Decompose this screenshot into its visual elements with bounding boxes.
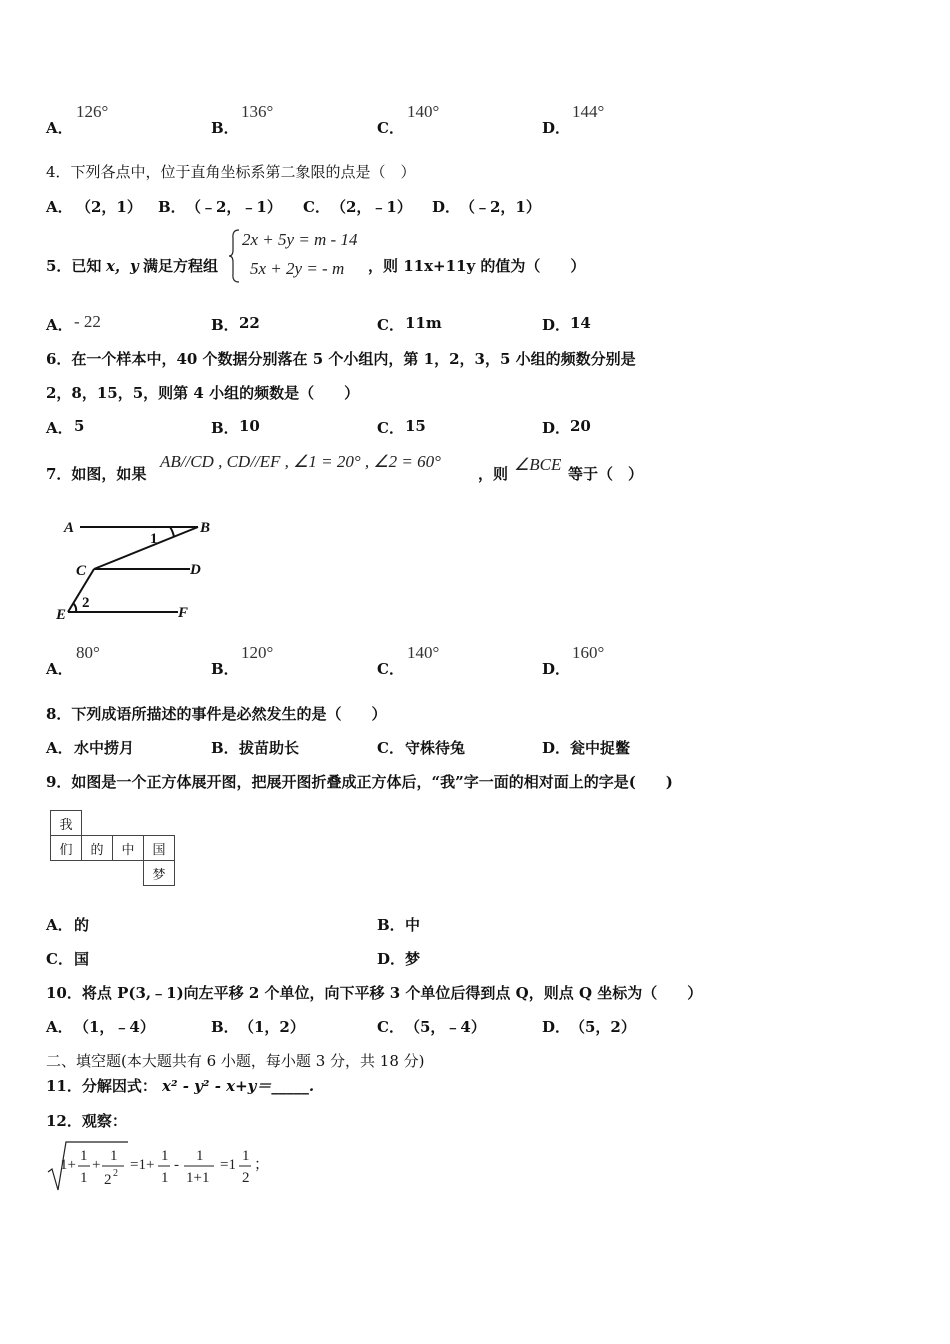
q9-stem: 9．如图是一个正方体展开图，把展开图折叠成正方体后，“我”字一面的相对面上的字是( ) [46, 773, 673, 791]
q8-option-c-label: C． [377, 739, 404, 757]
q9-option-c-label: C． [46, 950, 73, 968]
q9-option-b-value: 中 [405, 916, 421, 934]
q7-option-b-value: 120° [241, 643, 274, 662]
q10-option-d-label: D． [542, 1018, 571, 1036]
q8-option-b-label: B． [211, 739, 239, 757]
net-cell-1: 们 [51, 836, 82, 861]
q7-option-c-label: C． [377, 660, 404, 678]
q5-prefix: 5．已知 [46, 257, 102, 275]
q11-prefix: 11．分解因式： [46, 1077, 157, 1095]
q9-option-c-value: 国 [74, 950, 90, 968]
net-cell-2: 的 [82, 836, 113, 861]
svg-text:1: 1 [80, 1148, 88, 1164]
svg-text:1: 1 [196, 1148, 204, 1164]
point-d-label: D [190, 562, 201, 578]
q3-option-d-value: 144° [572, 102, 605, 121]
q3-option-d-label: D． [542, 119, 571, 137]
svg-text:1+1: 1+1 [186, 1170, 210, 1186]
q5-vars: x，y [106, 257, 139, 275]
q11-expr: x² - y² - x+y＝_____. [162, 1077, 315, 1095]
q5-option-c-value: 11m [405, 314, 442, 332]
q5-option-b-value: 22 [239, 314, 260, 332]
q4-option-b-label: B． [158, 198, 186, 216]
angle-1-label: 1 [150, 531, 158, 547]
q5-brace [228, 228, 242, 284]
q10-option-b-value: （1，2） [239, 1018, 305, 1036]
q5-eq1: 2x + 5y = m - 14 [242, 230, 358, 249]
q7-mid: ，则 [478, 465, 509, 483]
q3-option-c-value: 140° [407, 102, 440, 121]
q8-option-a-value: 水中捞月 [74, 739, 135, 757]
svg-text:1: 1 [161, 1170, 169, 1186]
q10-option-a-label: A． [46, 1018, 73, 1036]
q3-option-b-label: B． [211, 119, 239, 137]
q5-option-a-value: - 22 [74, 312, 101, 331]
net-cell-3: 中 [113, 836, 144, 861]
q6-option-b-label: B． [211, 419, 239, 437]
q4-option-a-value: （2，1） [76, 198, 142, 216]
q9-cube-net [50, 810, 175, 886]
q10-option-d-value: （5，2） [570, 1018, 636, 1036]
q8-stem: 8．下列成语所描述的事件是必然发生的是（ ） [46, 705, 387, 723]
q7-option-d-value: 160° [572, 643, 605, 662]
q12-formula [46, 1138, 286, 1194]
q12-formula-render [46, 1138, 286, 1194]
svg-text:=1: =1 [220, 1157, 236, 1173]
svg-text:2: 2 [104, 1172, 112, 1188]
q7-option-a-label: A． [46, 660, 73, 678]
q8-option-d-label: D． [542, 739, 571, 757]
q9-option-a-label: A． [46, 916, 73, 934]
q4-option-c-label: C． [303, 198, 330, 216]
angle-2-label: 2 [82, 595, 90, 611]
q9-option-d-value: 梦 [405, 950, 421, 968]
q9-option-b-label: B． [377, 916, 405, 934]
q8-option-a-label: A． [46, 739, 73, 757]
svg-text:2: 2 [242, 1170, 250, 1186]
svg-text:1: 1 [161, 1148, 169, 1164]
point-b-label: B [200, 520, 211, 536]
svg-text:=1+: =1+ [130, 1157, 155, 1173]
q6-option-d-label: D． [542, 419, 571, 437]
svg-text:；: ； [254, 1157, 270, 1173]
q7-option-d-label: D． [542, 660, 571, 678]
q3-option-b-value: 136° [241, 102, 274, 121]
svg-text:+: + [92, 1157, 101, 1173]
q8-option-b-value: 拔苗助长 [239, 739, 300, 757]
point-f-label: F [178, 605, 189, 621]
svg-text:1: 1 [110, 1148, 118, 1164]
q9-option-d-label: D． [377, 950, 406, 968]
angle-2-arc [73, 603, 76, 612]
q5-option-c-label: C． [377, 316, 404, 334]
q7-option-c-value: 140° [407, 643, 440, 662]
q6-line1: 6．在一个样本中，40 个数据分别落在 5 个小组内，第 1，2，3，5 小组的频数分别是 [46, 350, 636, 368]
q5-option-b-label: B． [211, 316, 239, 334]
q4-stem: 4．下列各点中，位于直角坐标系第二象限的点是（ ） [46, 163, 416, 181]
svg-text:-: - [174, 1157, 179, 1173]
q12-stem: 12．观察： [46, 1112, 127, 1130]
q9-option-a-value: 的 [74, 916, 90, 934]
svg-text:1: 1 [242, 1148, 250, 1164]
line-cb [94, 527, 198, 569]
q7-angle: ∠BCE [514, 455, 562, 474]
q5-mid: 满足方程组 [143, 257, 219, 275]
q3-option-a-label: A． [46, 119, 73, 137]
q4-option-a-label: A． [46, 198, 73, 216]
q6-option-d-value: 20 [570, 417, 591, 435]
q6-option-b-value: 10 [239, 417, 260, 435]
q7-option-a-value: 80° [76, 643, 100, 662]
q7-prefix: 7．如图，如果 [46, 465, 147, 483]
q6-option-a-label: A． [46, 419, 73, 437]
q4-option-c-value: （2，﹣1） [331, 198, 412, 216]
q7-option-b-label: B． [211, 660, 239, 678]
q6-line2: 2，8，15，5，则第 4 小组的频数是（ ） [46, 384, 360, 402]
q10-stem: 10．将点 P(3,﹣1)向左平移 2 个单位，向下平移 3 个单位后得到点 Q，则点 Q 坐标为（ ） [46, 984, 703, 1002]
net-cell-4: 国 [144, 836, 175, 861]
angle-1-arc [170, 527, 174, 537]
q5-eq2: 5x + 2y = - m [250, 259, 345, 278]
q5-option-d-value: 14 [570, 314, 591, 332]
svg-text:2: 2 [113, 1168, 118, 1179]
q6-option-c-value: 15 [405, 417, 426, 435]
q5-option-d-label: D． [542, 316, 571, 334]
q10-option-c-label: C． [377, 1018, 404, 1036]
q10-option-c-value: （5，﹣4） [405, 1018, 486, 1036]
q5-option-a-label: A． [46, 316, 73, 334]
point-e-label: E [56, 607, 67, 623]
net-cell-top: 我 [51, 811, 82, 836]
q4-option-b-value: （﹣2，﹣1） [186, 198, 282, 216]
q5-suffix: ，则 11x+11y 的值为（ ） [368, 257, 586, 275]
svg-text:1: 1 [80, 1170, 88, 1186]
point-c-label: C [76, 563, 87, 579]
q10-option-a-value: （1，﹣4） [74, 1018, 155, 1036]
net-cell-bottom: 梦 [144, 861, 175, 886]
section2-heading: 二、填空题(本大题共有 6 小题，每小题 3 分，共 18 分) [46, 1052, 425, 1070]
q4-option-d-value: （﹣2，1） [460, 198, 541, 216]
q10-option-b-label: B． [211, 1018, 239, 1036]
q8-option-c-value: 守株待兔 [405, 739, 466, 757]
q3-option-c-label: C． [377, 119, 404, 137]
q7-figure [54, 515, 224, 625]
q4-option-d-label: D． [432, 198, 461, 216]
q6-option-a-value: 5 [74, 417, 85, 435]
svg-text:1+: 1+ [60, 1157, 76, 1173]
q6-option-c-label: C． [377, 419, 404, 437]
q3-option-a-value: 126° [76, 102, 109, 121]
q8-option-d-value: 瓮中捉鳖 [570, 739, 631, 757]
point-a-label: A [64, 520, 75, 536]
q7-suffix: 等于（ ） [568, 465, 644, 483]
q7-conditions: AB//CD , CD//EF , ∠1 = 20° , ∠2 = 60° [160, 452, 441, 471]
